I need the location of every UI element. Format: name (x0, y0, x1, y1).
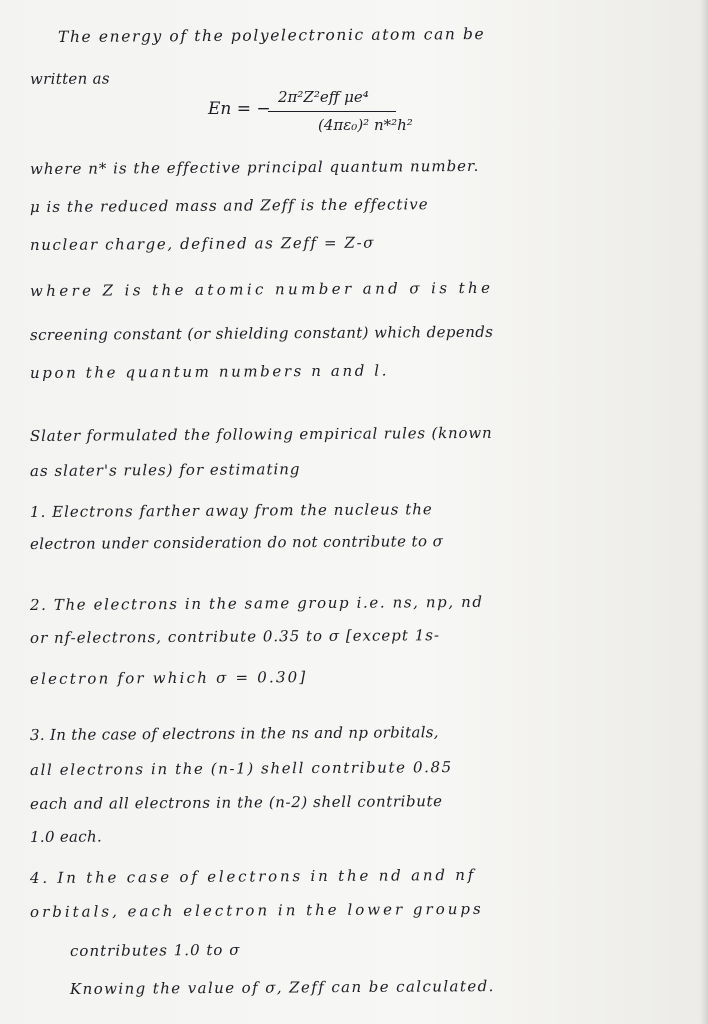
closing-line: Knowing the value of σ, Zeff can be calculated. (69, 977, 495, 998)
rule-2-line-2: or nf-electrons, contribute 0.35 to σ [except 1s- (29, 626, 441, 647)
text-line-4: μ is the reduced mass and Zeff is the effective (29, 195, 429, 216)
rule-3-line-1: 3. In the case of electrons in the ns and np orbitals, (29, 723, 439, 744)
rule-4-line-3: contributes 1.0 to σ (69, 940, 241, 960)
rule-4-line-2: orbitals, each electron in the lower groups (29, 899, 484, 921)
rule-2-line-3: electron for which σ = 0.30] (29, 668, 308, 688)
text-line-8: upon the quantum numbers n and l. (29, 361, 390, 382)
text-line-3: where n* is the effective principal quantum number. (29, 156, 480, 178)
equation-denominator: (4πε₀)² n*²h² (318, 116, 413, 134)
page-edge-shadow (700, 0, 708, 1024)
equation-numerator: 2π²Z²eff μe⁴ (278, 88, 369, 106)
equation-fraction-bar (268, 111, 396, 112)
text-line-2: written as (29, 69, 110, 88)
text-line-7: screening constant (or shielding constant) which depends (29, 322, 494, 344)
text-line-10: as slater's rules) for estimating (29, 460, 301, 480)
rule-1-line-1: 1. Electrons farther away from the nucleus the (29, 500, 433, 521)
rule-3-line-3: each and all electrons in the (n-2) shell contribute (29, 792, 443, 813)
text-line-9: Slater formulated the following empirical rules (known (29, 423, 493, 445)
rule-3-line-4: 1.0 each. (29, 827, 103, 846)
rule-1-line-2: electron under consideration do not contribute to σ (29, 532, 444, 553)
text-line-1: The energy of the polyelectronic atom can be (57, 25, 486, 46)
text-line-6: where Z is the atomic number and σ is the (29, 278, 494, 300)
rule-3-line-2: all electrons in the (n-1) shell contribute 0.85 (29, 758, 453, 779)
text-line-5: nuclear charge, defined as Zeff = Z-σ (29, 233, 376, 254)
rule-4-line-1: 4. In the case of electrons in the nd and nf (29, 865, 477, 887)
equation-lhs: En = − (208, 99, 271, 119)
rule-2-line-1: 2. The electrons in the same group i.e. ns, np, nd (29, 592, 484, 614)
